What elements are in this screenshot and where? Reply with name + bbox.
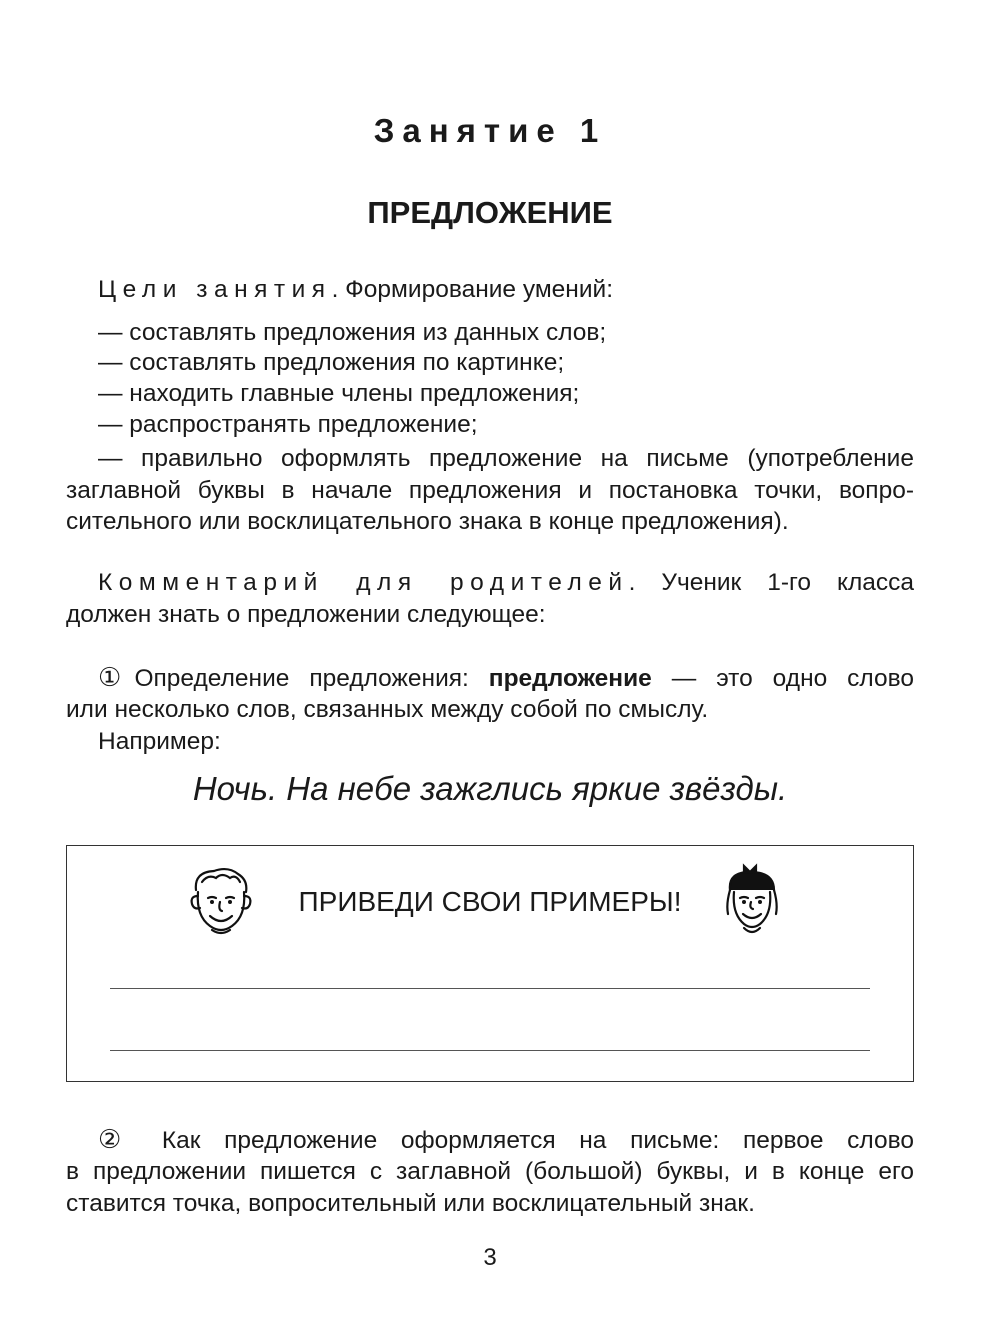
example-label: Например: xyxy=(98,728,221,755)
girl-face-icon xyxy=(720,860,786,938)
topic-title: ПРЕДЛОЖЕНИЕ xyxy=(367,195,613,230)
answer-line[interactable] xyxy=(110,988,870,989)
point1-line1: ①Определение предложения: предложение — это одно слово xyxy=(98,662,914,692)
circled-one-marker: ① xyxy=(98,662,135,692)
comment-line2: должен знать о предложении следующее: xyxy=(66,601,546,628)
goal-item: — находить главные члены предложения; xyxy=(98,380,580,407)
exercise-box-title: ПРИВЕДИ СВОИ ПРИМЕРЫ! xyxy=(298,886,682,917)
goal-item-long-line1: — правильно оформлять предложение на письме (употребление xyxy=(98,445,914,472)
goals-intro: Цели занятия. Формирование умений: xyxy=(98,276,614,303)
comment-line1: Комментарий для родителей. Ученик 1-го класса xyxy=(98,569,915,596)
point2-line1: ② Как предложение оформляется на письме: первое слово xyxy=(98,1124,914,1154)
point2-line2: в предложении пишется с заглавной (большой) буквы, и в конце его xyxy=(66,1158,914,1185)
goal-item: — составлять предложения по картинке; xyxy=(98,349,565,376)
goal-item-long-line3: сительного или восклицательного знака в конце предложения). xyxy=(66,508,789,535)
goal-item: — составлять предложения из данных слов; xyxy=(98,319,607,346)
point2-line3: ставится точка, вопросительный или восклицательный знак. xyxy=(66,1190,755,1217)
answer-line[interactable] xyxy=(110,1050,870,1051)
goals-label: Цели занятия xyxy=(98,276,332,303)
comment-label: Комментарий для родителей xyxy=(98,569,629,596)
lesson-title: Занятие 1 xyxy=(373,112,607,149)
definition-term: предложение xyxy=(488,665,652,692)
goal-item: — распространять предложение; xyxy=(98,411,478,438)
point1-line2: или несколько слов, связанных между собой по смыслу. xyxy=(66,696,709,723)
example-sentence: Ночь. На небе зажглись яркие звёзды. xyxy=(192,770,788,807)
goal-item-long-line2: заглавной буквы в начале предложения и постановка точки, вопро- xyxy=(66,477,914,504)
circled-two-marker: ② xyxy=(98,1124,139,1154)
page-number: 3 xyxy=(483,1244,497,1271)
